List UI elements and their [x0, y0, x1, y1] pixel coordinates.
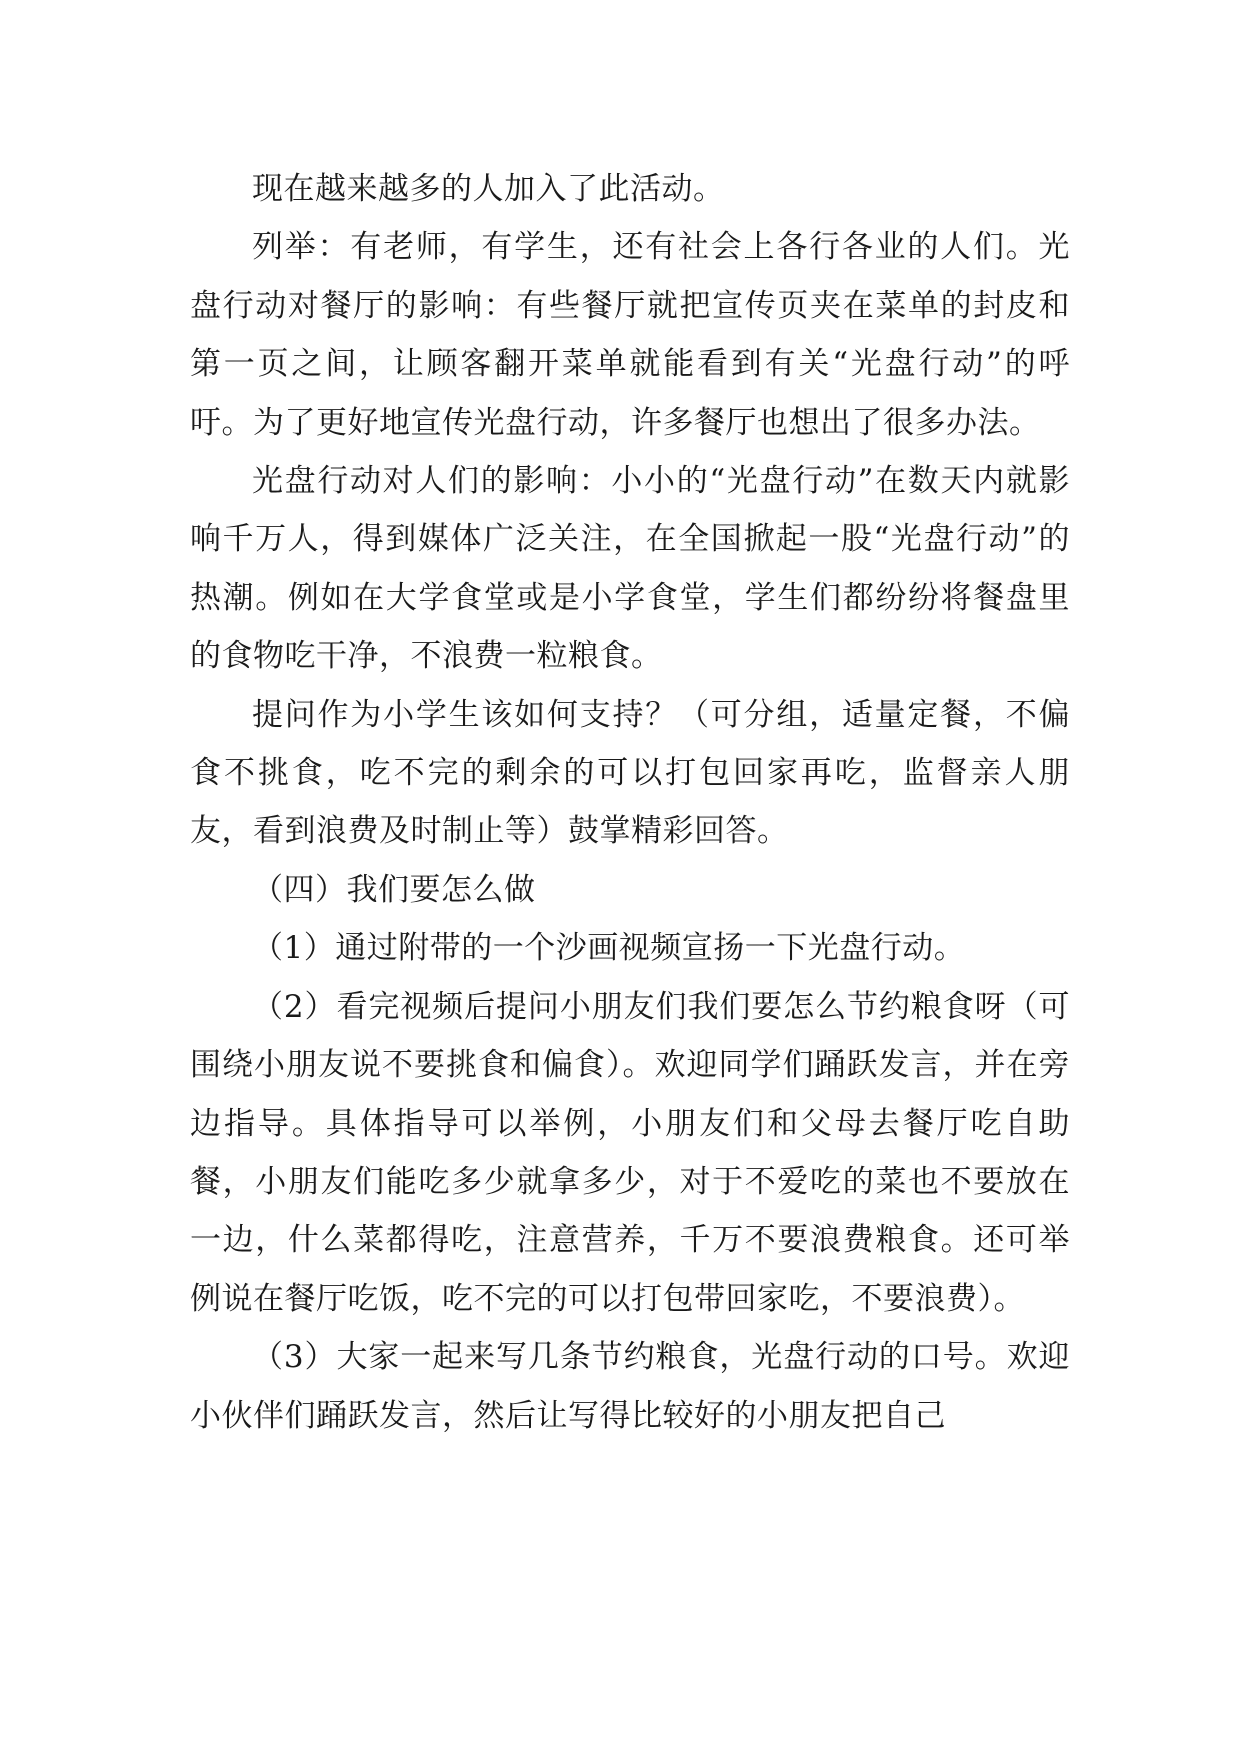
section-heading-what-to-do: （四）我们要怎么做 — [252, 871, 536, 908]
paragraph-restaurant-impact: 列举：有老师，有学生，还有社会上各行各业的人们。光盘行动对餐厅的影响：有些餐厅就把宣传页夹在菜单的封皮和第一页之间，让顾客翻开菜单就能看到有关“光盘行动”的呼吁。为了更好地宣传光盘行动，许多餐厅也想出了很多办法。 — [190, 229, 1070, 441]
paragraph-intro: 现在越来越多的人加入了此活动。 — [252, 171, 725, 207]
paragraph-step-3: （3）大家一起来写几条节约粮食，光盘行动的口号。欢迎小伙伴们踊跃发言，然后让写得比较好的小朋友把自己 — [190, 1339, 1070, 1434]
paragraph-people-impact: 光盘行动对人们的影响：小小的“光盘行动”在数天内就影响千万人，得到媒体广泛关注，在全国掀起一股“光盘行动”的热潮。例如在大学食堂或是小学食堂，学生们都纷纷将餐盘里的食物吃干净，不浪费一粒粮食。 — [190, 463, 1070, 675]
paragraph-step-1: （1）通过附带的一个沙画视频宣扬一下光盘行动。 — [252, 930, 966, 967]
paragraph-question-support: 提问作为小学生该如何支持？（可分组，适量定餐，不偏食不挑食，吃不完的剩余的可以打包回家再吃，监督亲人朋友，看到浪费及时制止等）鼓掌精彩回答。 — [190, 696, 1070, 850]
paragraph-step-2: （2）看完视频后提问小朋友们我们要怎么节约粮食呀（可围绕小朋友说不要挑食和偏食）。欢迎同学们踊跃发言，并在旁边指导。具体指导可以举例，小朋友们和父母去餐厅吃自助餐，小朋友们能吃多少就拿多少，对于不爱吃的菜也不要放在一边，什么菜都得吃，注意营养，千万不要浪费粮食。还可举例说在餐厅吃饭，吃不完的可以打包带回家吃，不要浪费）。 — [190, 988, 1070, 1317]
document-body — [190, 160, 1070, 1445]
